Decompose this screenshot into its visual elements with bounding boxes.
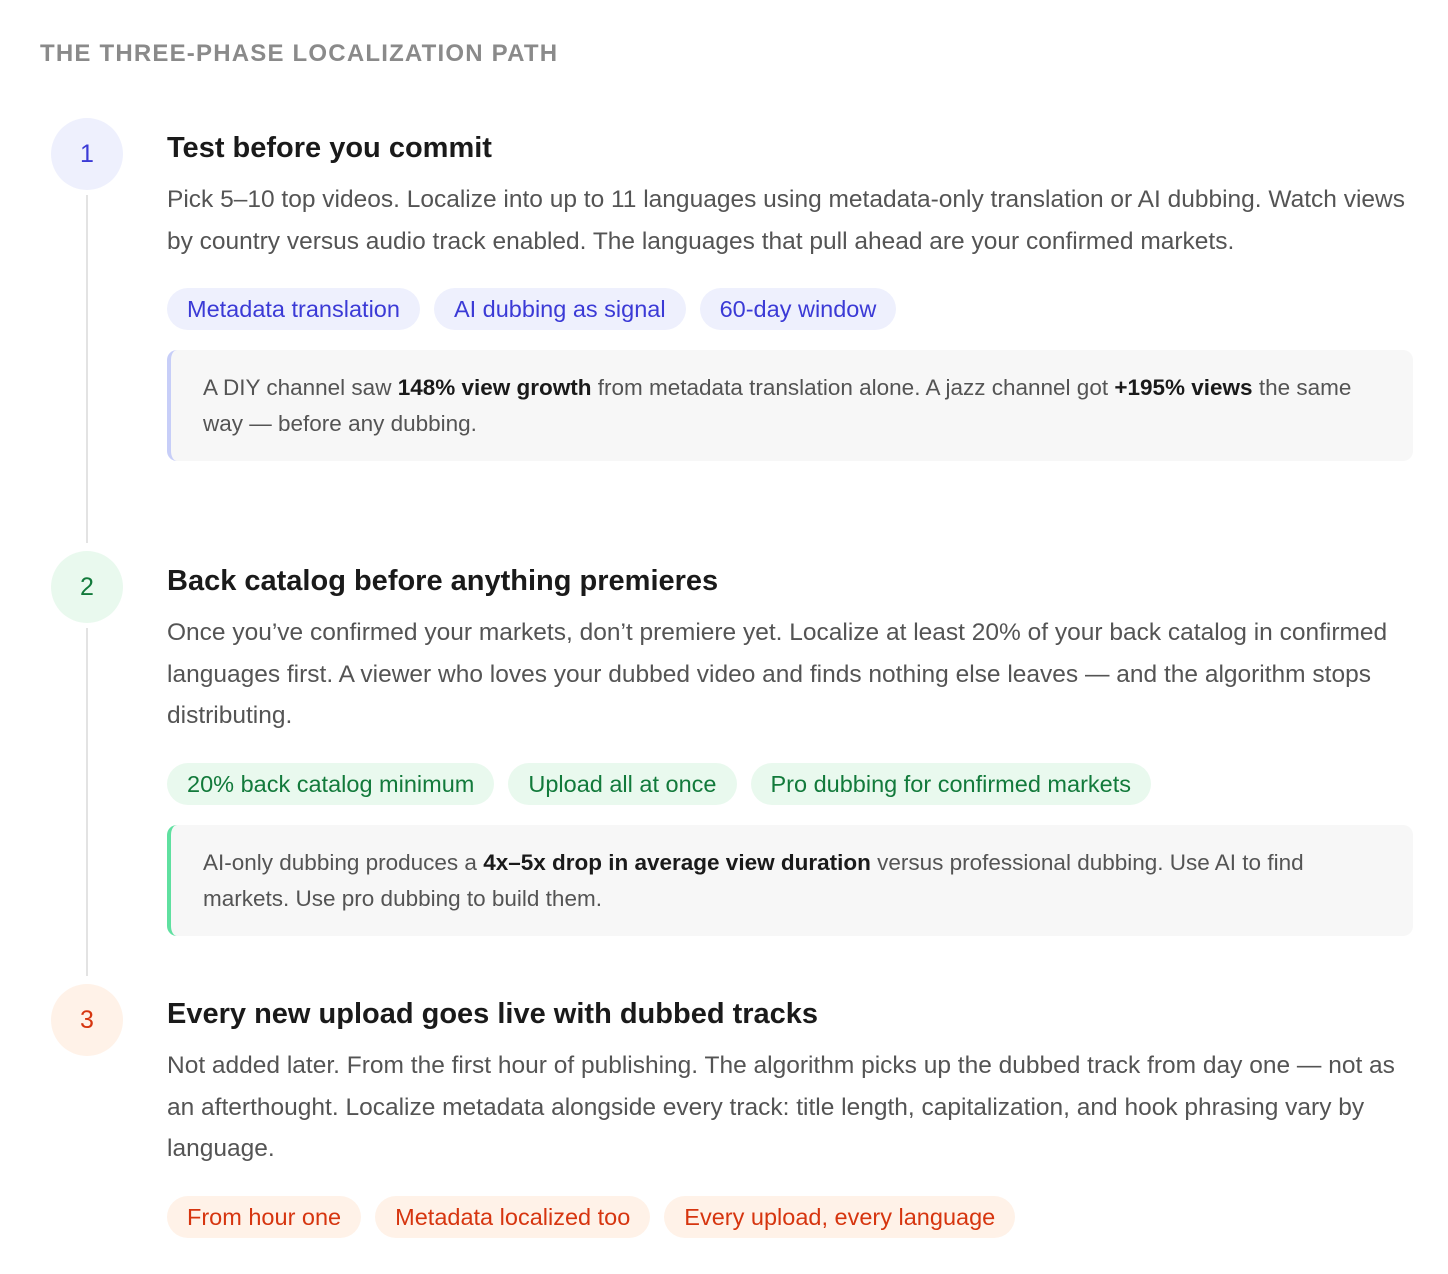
step-number-badge: 3 bbox=[51, 984, 123, 1056]
phase-title: Back catalog before anything premieres bbox=[167, 565, 719, 597]
step-number-badge: 1 bbox=[51, 118, 123, 190]
phase-title: Every new upload goes live with dubbed tracks bbox=[167, 998, 819, 1030]
stat-callout bbox=[167, 825, 1413, 936]
tag-pill: Metadata translation bbox=[167, 288, 420, 330]
stat-callout bbox=[167, 350, 1413, 461]
tag-list bbox=[167, 288, 1417, 330]
phase-content bbox=[167, 128, 1417, 461]
callout-text: AI-only dubbing produces a bbox=[203, 849, 484, 875]
tag-pill: 60-day window bbox=[700, 288, 897, 330]
phase-description: Pick 5–10 top videos. Localize into up to 11 languages using metadata-only translation or AI dubbing. Watch views by country versus audio track enabled. The languages that pull ahead are your confirmed markets. bbox=[167, 186, 1406, 255]
tag-pill: AI dubbing as signal bbox=[434, 288, 686, 330]
timeline-connector bbox=[86, 195, 88, 543]
phase-title: Test before you commit bbox=[167, 132, 492, 164]
callout-highlight: 148% view growth bbox=[397, 375, 592, 400]
tag-pill: Pro dubbing for confirmed markets bbox=[751, 763, 1152, 805]
tag-pill: Metadata localized too bbox=[375, 1196, 650, 1238]
callout-text: A DIY channel saw bbox=[203, 375, 398, 400]
phase-description: Not added later. From the first hour of publishing. The algorithm picks up the dubbed track from day one — not as an afterthought. Localize metadata alongside every track: title length, capitalization, and hook phrasing vary by language. bbox=[167, 1052, 1395, 1162]
tag-pill: 20% back catalog minimum bbox=[167, 763, 494, 805]
callout-highlight: 4x–5x drop in average view duration bbox=[483, 849, 871, 875]
tag-list bbox=[167, 763, 1417, 805]
tag-pill: Every upload, every language bbox=[664, 1196, 1015, 1238]
tag-pill: Upload all at once bbox=[508, 763, 736, 805]
step-number-badge: 2 bbox=[51, 551, 123, 623]
phase-description: Once you’ve confirmed your markets, don’t premiere yet. Localize at least 20% of your back catalog in confirmed languages first. A viewer who loves your dubbed video and finds nothing else leaves — and the algorithm stops distributing. bbox=[167, 619, 1388, 729]
tag-list bbox=[167, 1196, 1417, 1238]
timeline-connector bbox=[86, 628, 88, 976]
phase-content bbox=[167, 994, 1417, 1238]
phase-content bbox=[167, 561, 1417, 936]
callout-text: versus professional dubbing. Use AI to find markets. Use pro dubbing to build them. bbox=[203, 849, 1304, 911]
callout-text: the same way — before any dubbing. bbox=[203, 375, 1352, 436]
callout-text: from metadata translation alone. A jazz channel got bbox=[591, 375, 1115, 400]
tag-pill: From hour one bbox=[167, 1196, 361, 1238]
callout-highlight: +195% views bbox=[1114, 375, 1253, 400]
section-eyebrow: THE THREE-PHASE LOCALIZATION PATH bbox=[40, 40, 559, 67]
